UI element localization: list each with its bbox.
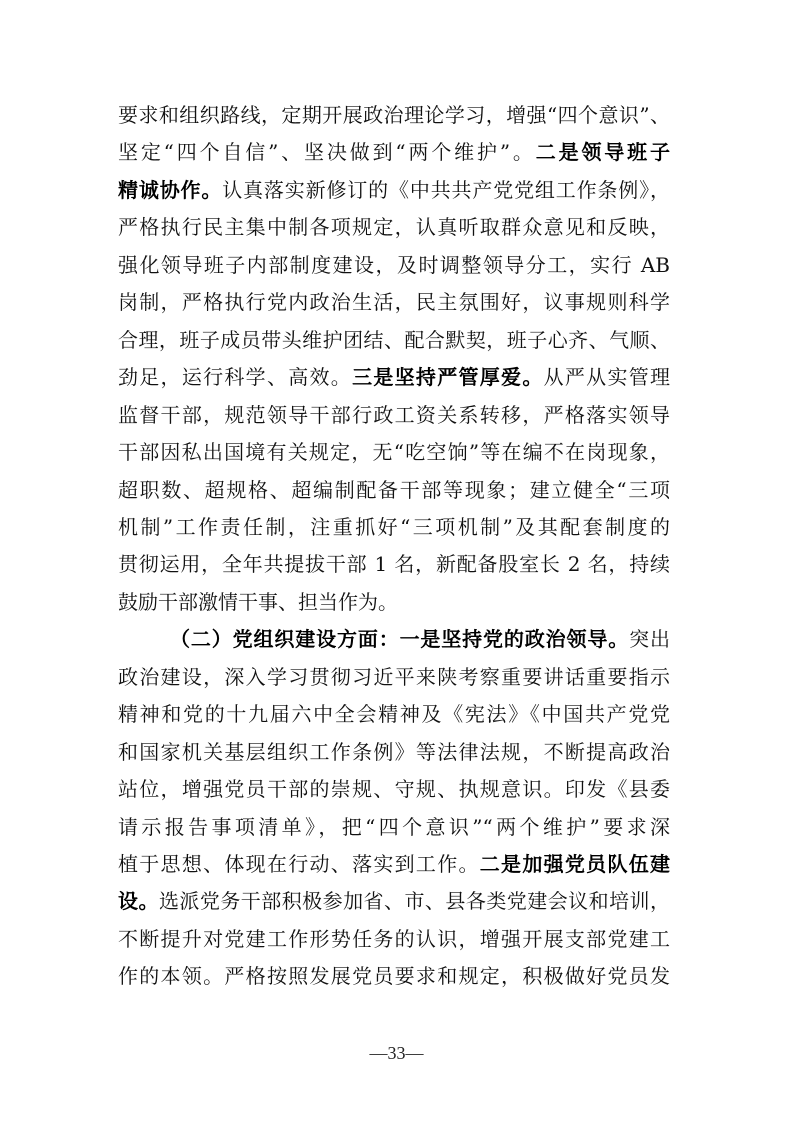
- text-run: 站位，增强党员干部的崇规、守规、执规意识。印发《县委: [118, 777, 670, 801]
- text-run: 劲足，运行科学、高效。: [118, 365, 353, 389]
- text-line: [118, 736, 670, 768]
- text-line: [118, 698, 670, 730]
- text-run: 请示报告事项清单》，把“四个意识”“两个维护”要求深: [118, 815, 670, 839]
- text-run: 鼓励干部激情干事、担当作为。: [118, 590, 398, 614]
- text-run: 选派党务干部积极参加省、市、县各类党建会议和培训，: [158, 889, 670, 913]
- text-line: [118, 511, 670, 543]
- bold-text: 精诚协作。: [118, 178, 223, 202]
- text-line: [118, 811, 670, 843]
- text-run: 贯彻运用，全年共提拔干部 1 名，新配备股室长 2 名，持续: [118, 552, 670, 576]
- text-line: [118, 399, 670, 431]
- text-line: [118, 661, 670, 693]
- text-line: [118, 474, 670, 506]
- text-run: 严格执行民主集中制各项规定，认真听取群众意见和反映，: [118, 215, 670, 239]
- text-line: [118, 773, 670, 805]
- text-line: [118, 249, 670, 281]
- text-run: 要求和组织路线，定期开展政治理论学习，增强“四个意识”、: [118, 103, 670, 127]
- text-line: [118, 174, 670, 206]
- text-run: 突出: [629, 627, 670, 651]
- text-line: [118, 436, 670, 468]
- bold-text: 二是加强党员队伍建: [479, 852, 670, 876]
- text-line: [118, 361, 670, 393]
- text-run: 超职数、超规格、超编制配备干部等现象；建立健全“三项: [118, 478, 670, 502]
- text-run: 机制”工作责任制，注重抓好“三项机制”及其配套制度的: [118, 515, 670, 539]
- text-line: [118, 960, 670, 992]
- text-run: 从严从实管理: [543, 365, 670, 389]
- page-number: —33—: [369, 1043, 424, 1063]
- text-run: 岗制，严格执行党内政治生活，民主氛围好，议事规则科学: [118, 290, 670, 314]
- text-run: 合理，班子成员带头维护团结、配合默契，班子心齐、气顺、: [118, 328, 670, 352]
- bold-text: 设。: [118, 889, 159, 913]
- text-line: [118, 324, 670, 356]
- text-line: [170, 623, 670, 655]
- bold-text: 二是领导班子: [535, 140, 670, 164]
- text-line: [118, 885, 670, 917]
- text-line: [118, 586, 670, 618]
- text-line: [118, 848, 670, 880]
- text-run: 认真落实新修订的《中共共产党党组工作条例》，: [222, 178, 670, 202]
- text-run: 监督干部，规范领导干部行政工资关系转移，严格落实领导: [118, 403, 670, 427]
- text-line: [118, 99, 670, 131]
- text-line: [118, 136, 670, 168]
- text-run: 和国家机关基层组织工作条例》等法律法规，不断提高政治: [118, 740, 670, 764]
- text-line: [118, 548, 670, 580]
- bold-text: （二）党组织建设方面：一是坚持党的政治领导。: [170, 627, 630, 651]
- text-run: 坚定“四个自信”、坚决做到“两个维护”。: [118, 140, 536, 164]
- bold-text: 三是坚持严管厚爱。: [352, 365, 544, 389]
- text-line: [118, 286, 670, 318]
- text-run: 精神和党的十九届六中全会精神及《宪法》《中国共产党党: [118, 702, 670, 726]
- text-run: 干部因私出国境有关规定，无“吃空饷”等在编不在岗现象，: [118, 440, 670, 464]
- text-run: 强化领导班子内部制度建设，及时调整领导分工，实行 AB: [118, 253, 670, 277]
- text-run: 政治建设，深入学习贯彻习近平来陕考察重要讲话重要指示: [118, 665, 670, 689]
- text-line: [118, 923, 670, 955]
- text-line: [118, 211, 670, 243]
- text-run: 不断提升对党建工作形势任务的认识，增强开展支部党建工: [118, 927, 670, 951]
- text-run: 植于思想、体现在行动、落实到工作。: [118, 852, 480, 876]
- text-run: 作的本领。严格按照发展党员要求和规定，积极做好党员发: [118, 964, 670, 988]
